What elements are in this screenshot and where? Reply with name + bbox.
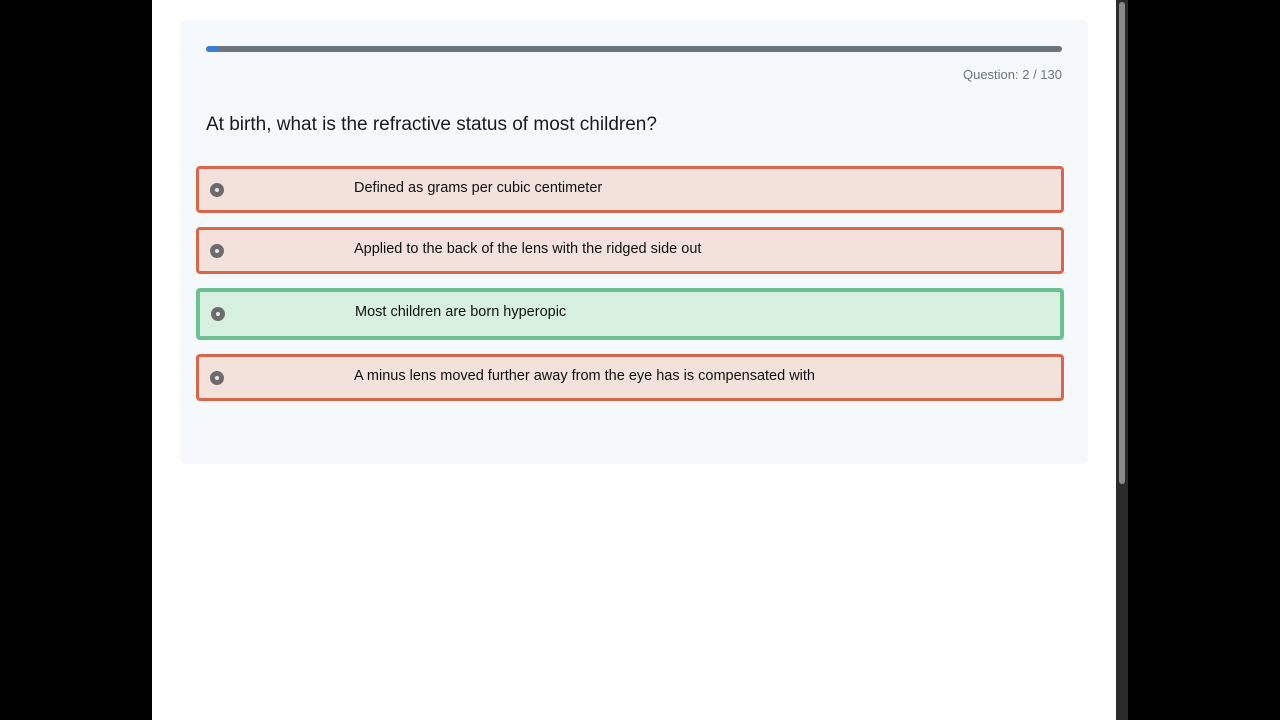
answer-option-label: A minus lens moved further away from the eye has is compensated with [354,368,815,384]
answer-option-label: Applied to the back of the lens with the ridged side out [354,241,702,257]
scrollbar-thumb[interactable] [1119,2,1125,484]
progress-bar-fill [206,46,219,52]
radio-icon[interactable] [210,244,224,258]
question-card [180,20,1088,464]
answer-option-3[interactable] [196,288,1064,340]
answer-option-label: Most children are born hyperopic [355,304,567,320]
scrollbar[interactable] [1116,0,1128,720]
quiz-page [152,0,1116,720]
answer-option-2[interactable] [196,227,1064,274]
answer-option-label: Defined as grams per cubic centimeter [354,180,603,196]
radio-icon[interactable] [210,371,224,385]
question-text: At birth, what is the refractive status of most children? [206,114,657,135]
answer-option-1[interactable] [196,166,1064,213]
answer-option-4[interactable] [196,354,1064,401]
question-counter: Question: 2 / 130 [962,67,1062,82]
radio-icon[interactable] [210,183,224,197]
radio-icon[interactable] [211,307,225,321]
progress-bar [206,46,1062,52]
